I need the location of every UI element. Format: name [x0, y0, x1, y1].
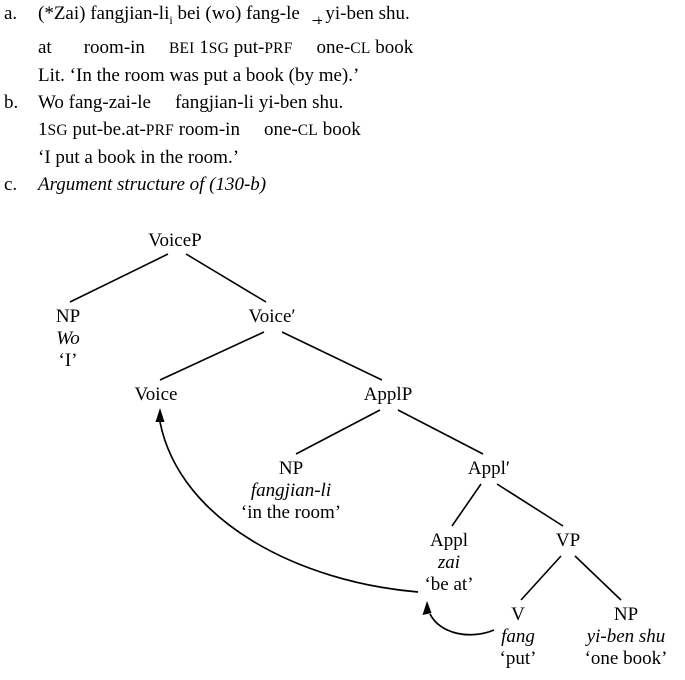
gloss-cl: CL — [297, 121, 318, 139]
arrow-appl-to-voice-head — [156, 408, 165, 422]
tree-node-vp — [556, 530, 580, 552]
tree-node-np2 — [241, 458, 341, 524]
gloss-prf: PRF — [264, 39, 293, 57]
gloss-sg: SG — [47, 121, 68, 139]
gloss-1: 1 — [38, 118, 48, 140]
index-sub: i — [169, 12, 173, 27]
example-body-c — [38, 171, 685, 198]
node-label: NP — [55, 306, 81, 327]
node-label: NP — [613, 604, 639, 625]
gloss-one: one- — [263, 118, 298, 140]
object-text: (*Zai) fangjian-li — [38, 3, 170, 24]
gloss-line-b — [38, 116, 685, 144]
index-sub-2: i — [317, 12, 321, 27]
example-item-a — [0, 0, 685, 89]
node-wordform: yi-ben shu — [586, 626, 666, 647]
node-label: VoiceP — [148, 230, 202, 251]
node-label: ApplP — [363, 384, 413, 405]
branch-voicebar-voice — [160, 332, 264, 380]
gloss-room-in: room-in — [173, 118, 240, 140]
gloss-at: at — [38, 36, 52, 58]
node-label: Voice — [134, 384, 178, 405]
gloss-one: one- — [316, 36, 351, 58]
branch-applbar-vp — [497, 484, 563, 526]
branch-voiceP-np1 — [70, 254, 168, 302]
branch-applP-applbar — [398, 410, 483, 454]
tree-node-v — [500, 604, 537, 670]
gloss-sg: SG — [208, 39, 229, 57]
example-label-b: b. — [4, 91, 19, 113]
tree-node-voiceP — [148, 230, 201, 252]
tree-caption: Argument structure of (130-b) — [38, 173, 267, 195]
node-label: VP — [555, 530, 581, 551]
node-wordform: fang — [501, 626, 535, 647]
branch-voicebar-applP — [282, 332, 382, 380]
object-text: Wo fang-zai-le — [38, 91, 151, 113]
gloss-prf: PRF — [145, 121, 174, 139]
object-text-2: bei (wo) fang-le ̲ — [172, 3, 318, 24]
node-wordform: fangjian-li — [250, 480, 332, 501]
tree-node-appl — [424, 530, 473, 596]
gloss-room-in: room-in — [83, 36, 145, 58]
example-body-b — [38, 89, 685, 171]
translation-line-b: ‘I put a book in the room.’ — [38, 146, 240, 168]
example-item-c — [0, 171, 685, 198]
arrow-v-to-appl-head — [423, 601, 432, 615]
gloss-book: book — [317, 118, 361, 140]
branch-applP-np2 — [296, 410, 380, 454]
syntax-tree — [0, 222, 685, 680]
tree-node-voice-bar — [248, 306, 295, 328]
gloss-put: put- — [228, 36, 265, 58]
node-label: V — [511, 604, 525, 625]
example-body-a — [38, 0, 685, 89]
gloss-cl: CL — [350, 39, 371, 57]
node-label: NP — [278, 458, 304, 479]
gloss-put-beat: put-be.at- — [67, 118, 146, 140]
object-line-a — [38, 0, 685, 34]
node-translation: ‘one book’ — [584, 648, 668, 669]
tree-node-appl-bar — [468, 458, 510, 480]
object-line-b — [38, 89, 685, 116]
node-translation: ‘put’ — [499, 648, 537, 669]
translation-line-a: Lit. ‘In the room was put a book (by me).’ — [38, 64, 360, 86]
node-translation: ‘in the room’ — [240, 502, 342, 523]
tree-node-voice — [135, 384, 178, 406]
tree-lines — [0, 222, 685, 680]
node-wordform: Wo — [56, 328, 80, 349]
example-label-c: c. — [4, 173, 18, 195]
gloss-book: book — [370, 36, 414, 58]
tree-node-np3 — [585, 604, 668, 670]
object-text-2: fangjian-li yi-ben shu. — [174, 91, 344, 113]
node-translation: ‘I’ — [58, 350, 78, 371]
arrow-v-to-appl-path — [430, 614, 494, 635]
gloss-1: 1 — [194, 36, 209, 58]
branch-applbar-appl — [452, 484, 481, 526]
tree-node-applP — [364, 384, 413, 406]
gloss-line-a — [38, 34, 685, 62]
node-translation: ‘be at’ — [424, 574, 474, 595]
branch-voiceP-voicebar — [186, 254, 266, 302]
tree-node-np1 — [56, 306, 80, 372]
example-item-b — [0, 89, 685, 171]
gloss-bei: BEI — [168, 39, 195, 57]
branch-vp-np3 — [575, 556, 621, 600]
example-label-a: a. — [4, 3, 18, 24]
node-label: Appl′ — [467, 458, 511, 479]
object-text-3: yi-ben shu. — [320, 3, 410, 24]
branch-vp-v — [521, 556, 561, 600]
node-label: Voice′ — [248, 306, 296, 327]
node-wordform: zai — [437, 552, 461, 573]
example-block — [0, 0, 685, 198]
node-label: Appl — [430, 530, 468, 551]
